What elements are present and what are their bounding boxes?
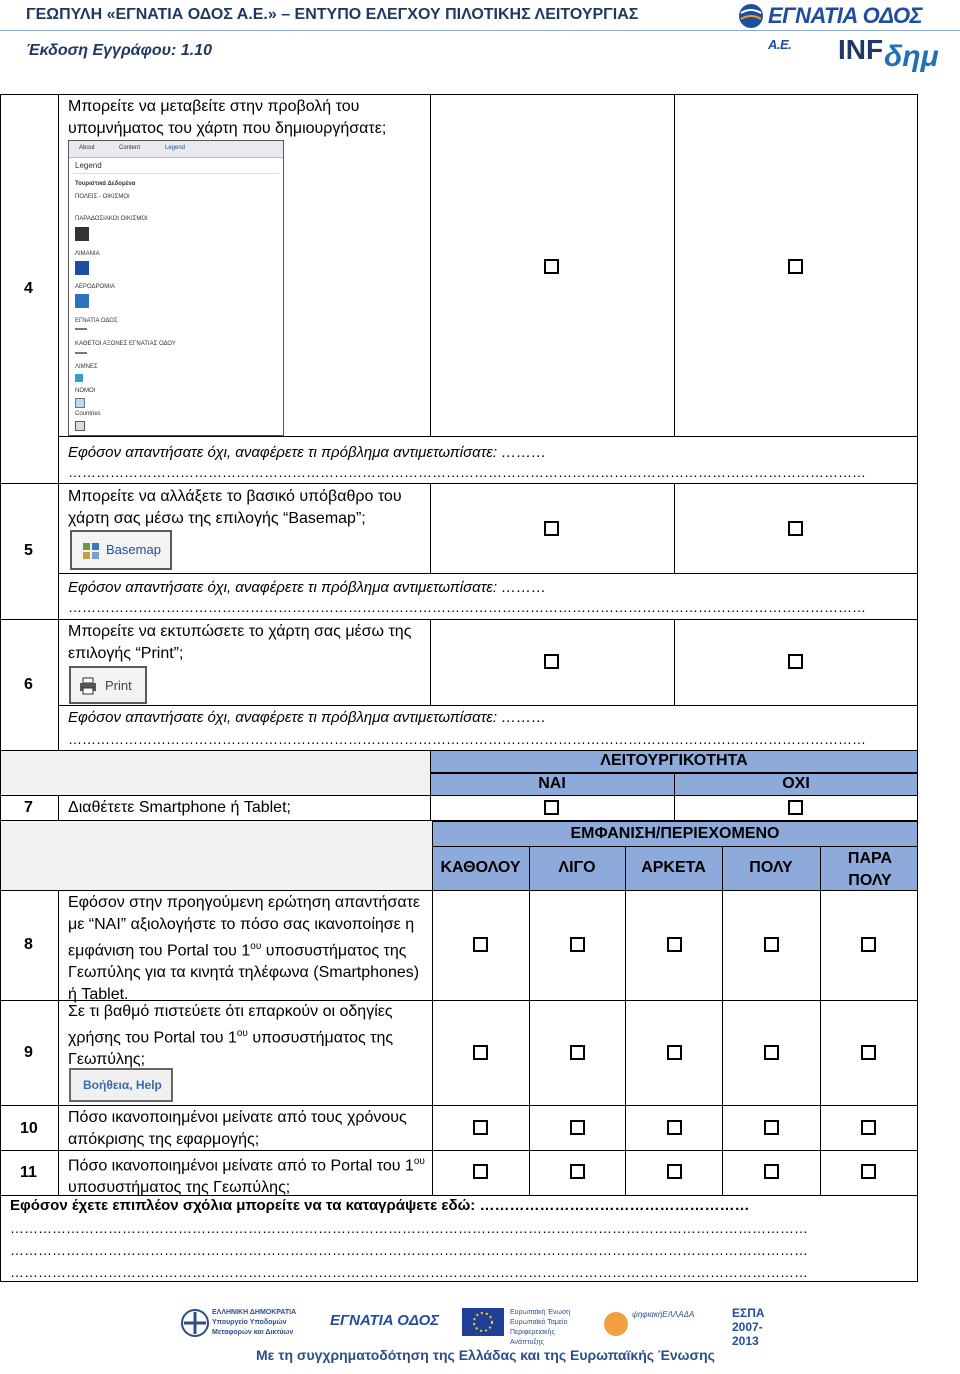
rating-checkbox[interactable] — [473, 1164, 488, 1179]
question-text: Πόσο ικανοποιημένοι μείνατε από το Portal του $1^{o\upsilon}$ υποσυστήματος της Γεωπύλης; — [68, 1156, 425, 1197]
legend-item: ΛΙΜΝΕΣ — [75, 364, 98, 370]
question-text: Μπορείτε να αλλάξετε το βασικό υπόβαθρο του χάρτη σας μέσω της επιλογής “Basemap”; — [68, 488, 402, 527]
no-header: ΟΧΙ — [782, 775, 810, 792]
digital-greece-icon — [602, 1310, 630, 1338]
legend-item: ΕΓΝΑΤΙΑ ΟΔΟΣ — [75, 318, 118, 324]
rating-checkbox[interactable] — [667, 1045, 682, 1060]
airport-icon — [75, 294, 89, 308]
ministry-logo-text: ΕΛΛΗΝΙΚΗ ΔΗΜΟΚΡΑΤΙΑ Υπουργείο Υποδομών Μεταφορών και Δικτύων — [212, 1309, 297, 1336]
infodim-logo: INF δημ — [838, 34, 939, 73]
question-text: Μπορείτε να εκτυπώσετε το χάρτη σας μέσω της επιλογής “Print”; — [68, 623, 412, 662]
rating-checkbox[interactable] — [667, 1120, 682, 1135]
legend-title: Legend — [75, 161, 102, 170]
eu-logo-text: Ευρωπαϊκή Ένωση Ευρωπαϊκό Ταμείο Περιφερειακής Ανάπτυξης — [510, 1309, 571, 1346]
cofunding-text: Με τη συγχρηματοδότηση της Ελλάδας και της Ευρωπαϊκής Ένωσης — [256, 1347, 715, 1363]
scale-label: ΚΑΘΟΛΟΥ — [440, 859, 521, 876]
document-version: Έκδοση Εγγράφου: 1.10 — [26, 42, 212, 59]
answer-line[interactable]: ……………………………………………………………………………………………………………………………………………………… — [68, 464, 866, 480]
answer-line[interactable]: ……………………………………………………………………………………………………………………………………………………… — [68, 599, 866, 615]
eu-flag-icon — [462, 1308, 504, 1336]
rating-checkbox[interactable] — [764, 1164, 779, 1179]
legend-item: ΠΑΡΑΔΟΣΙΑΚΟΙ ΟΙΚΙΣΜΟΙ — [75, 216, 148, 222]
row-number: 4 — [24, 280, 33, 297]
followup-text: Εφόσον απαντήσατε όχι, αναφέρετε τι πρόβλημα αντιμετωπίσατε: ……… — [68, 444, 547, 461]
appearance-label: ΕΜΦΑΝΙΣΗ/ΠΕΡΙΕΧΟΜΕΝΟ — [570, 825, 780, 842]
section-header-blank — [1, 821, 432, 890]
row-number: 6 — [24, 676, 33, 693]
section-header-blank — [1, 751, 430, 795]
scale-label: ΠΑΡΑ ΠΟΛΥ — [847, 850, 893, 889]
rating-checkbox[interactable] — [570, 1164, 585, 1179]
followup-text: Εφόσον απαντήσατε όχι, αναφέρετε τι πρόβλημα αντιμετωπίσατε: ……… — [68, 709, 547, 726]
rating-checkbox[interactable] — [473, 937, 488, 952]
yes-checkbox[interactable] — [544, 654, 559, 669]
legend-item: ΛΙΜΑΝΙΑ — [75, 251, 100, 257]
no-checkbox[interactable] — [788, 800, 803, 815]
question-text: Διαθέτετε Smartphone ή Tablet; — [68, 799, 291, 816]
egnatia-footer-logo: ΕΓΝΑΤΙΑ ΟΔΟΣ — [330, 1312, 440, 1329]
rating-checkbox[interactable] — [861, 937, 876, 952]
legend-item: ΑΕΡΟΔΡΟΜΙΑ — [75, 284, 115, 290]
comments-label: Εφόσον έχετε επιπλέον σχόλια μπορείτε να τα καταγράψετε εδώ: ……………………………………………… — [10, 1197, 750, 1214]
scale-label: ΠΟΛΥ — [749, 859, 793, 876]
legend-tab-content: Content — [119, 145, 141, 151]
legend-item: ΠΟΛΕΙΣ - ΟΙΚΙΣΜΟΙ — [75, 194, 130, 200]
no-checkbox[interactable] — [788, 521, 803, 536]
rating-checkbox[interactable] — [861, 1120, 876, 1135]
row-number: 7 — [24, 799, 33, 816]
comments-line[interactable]: ……………………………………………………………………………………………………………………………………………………… — [10, 1242, 808, 1258]
question-text: Εφόσον στην προηγούμενη ερώτηση απαντήσατε με “ΝΑΙ” αξιολογήστε το πόσο σας ικανοποίησε η εμφάνιση του Portal του $1^{o\upsilon}$ υποσυστήματος της Γεωπύλης για τα κινητά τηλέφωνα (Smartphones) ή Tablet. — [68, 894, 421, 1004]
rating-checkbox[interactable] — [861, 1045, 876, 1060]
yes-checkbox[interactable] — [544, 521, 559, 536]
legend-tab-about: About — [79, 145, 95, 151]
rating-checkbox[interactable] — [764, 1045, 779, 1060]
no-checkbox[interactable] — [788, 259, 803, 274]
legend-item: ΝΟΜΟΙ — [75, 388, 96, 394]
port-icon — [75, 261, 89, 275]
comments-line[interactable]: ……………………………………………………………………………………………………………………………………………………… — [10, 1220, 808, 1236]
legend-item: Countries — [75, 411, 101, 417]
rating-checkbox[interactable] — [473, 1045, 488, 1060]
digital-greece-text: ψηφιακήΕΛΛΑΔΑ — [632, 1310, 695, 1319]
yes-header: ΝΑΙ — [538, 775, 566, 792]
row-number: 11 — [20, 1164, 37, 1181]
rating-checkbox[interactable] — [667, 937, 682, 952]
print-button-image: Print — [69, 666, 147, 704]
rating-checkbox[interactable] — [570, 1120, 585, 1135]
legend-tab-legend: Legend — [165, 145, 186, 151]
yes-checkbox[interactable] — [544, 800, 559, 815]
rating-checkbox[interactable] — [861, 1164, 876, 1179]
rating-checkbox[interactable] — [473, 1120, 488, 1135]
question-text: Σε τι βαθμό πιστεύετε ότι επαρκούν οι οδηγίες χρήσης του Portal του $1^{o\upsilon}$ υποσυστήματος της Γεωπύλης; — [68, 1003, 394, 1069]
question-text: Μπορείτε να μεταβείτε στην προβολή του υπομνήματος του χάρτη που δημιουργήσατε; — [68, 98, 387, 137]
rating-checkbox[interactable] — [667, 1164, 682, 1179]
question-text: Πόσο ικανοποιημένοι μείνατε από τους χρόνους απόκρισης της εφαρμογής; — [68, 1109, 407, 1148]
basemap-button-image: Basemap — [70, 530, 172, 570]
answer-line[interactable]: ……………………………………………………………………………………………………………………………………………………… — [68, 731, 866, 747]
functionality-label: ΛΕΙΤΟΥΡΓΙΚΟΤΗΤΑ — [600, 752, 748, 769]
document-title: ΓΕΩΠΥΛΗ «ΕΓΝΑΤΙΑ ΟΔΟΣ Α.Ε.» – ΕΝΤΥΠΟ ΕΛΕΓΧΟΥ ΠΙΛΟΤΙΚΗΣ ΛΕΙΤΟΥΡΓΙΑΣ — [26, 6, 639, 23]
egnatia-logo — [738, 2, 948, 52]
comments-line[interactable]: ……………………………………………………………………………………………………………………………………………………… — [10, 1264, 808, 1280]
harbor-icon — [75, 227, 89, 241]
egnatia-logo-text: ΕΓΝΑΤΙΑ ΟΔΟΣ Α.Ε. — [768, 3, 923, 52]
rating-checkbox[interactable] — [764, 937, 779, 952]
row-number: 5 — [24, 542, 33, 559]
basemap-icon — [82, 542, 100, 560]
no-checkbox[interactable] — [788, 654, 803, 669]
egnatia-globe-icon — [738, 3, 764, 29]
espa-logo: ΕΣΠΑ 2007-2013 — [732, 1306, 765, 1348]
row-number: 9 — [24, 1044, 33, 1061]
row-number: 10 — [20, 1120, 38, 1137]
row-number: 8 — [24, 936, 33, 953]
greek-emblem-icon — [180, 1308, 210, 1338]
legend-panel-image — [68, 140, 284, 436]
printer-icon — [79, 677, 97, 695]
scale-label: ΑΡΚΕΤΑ — [641, 859, 706, 876]
footer-logos — [170, 1300, 790, 1350]
rating-checkbox[interactable] — [570, 1045, 585, 1060]
rating-checkbox[interactable] — [570, 937, 585, 952]
followup-text: Εφόσον απαντήσατε όχι, αναφέρετε τι πρόβλημα αντιμετωπίσατε: ……… — [68, 579, 547, 596]
rating-checkbox[interactable] — [764, 1120, 779, 1135]
scale-label: ΛΙΓΟ — [558, 859, 596, 876]
yes-checkbox[interactable] — [544, 259, 559, 274]
legend-item: ΚΑΘΕΤΟΙ ΑΞΟΝΕΣ ΕΓΝΑΤΙΑΣ ΟΔΟΥ — [75, 341, 176, 347]
legend-heading: Τουριστικά Δεδομένα — [75, 181, 136, 187]
help-button-image: Βοήθεια, Help — [69, 1068, 173, 1102]
